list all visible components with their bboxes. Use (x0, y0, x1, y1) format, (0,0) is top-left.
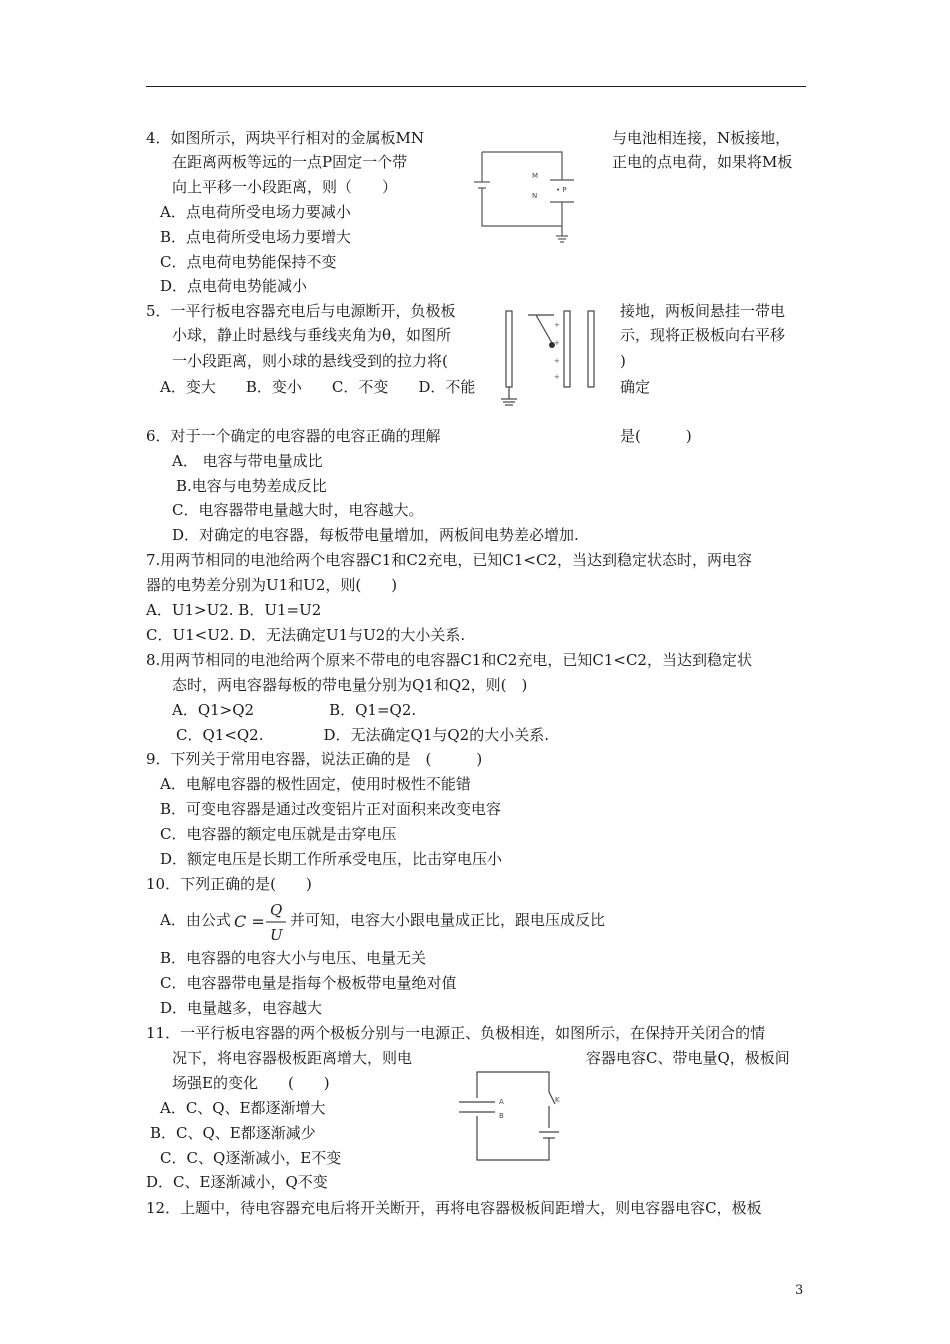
q10-option-a-post: 并可知，电容大小跟电量成正比，跟电压成反比 (290, 911, 606, 929)
q11-circuit-figure (445, 1064, 570, 1166)
q4-option-a: A．点电荷所受电场力要减小 (160, 203, 351, 221)
q6-option-c: C．电容器带电量越大时，电容越大。 (172, 501, 424, 519)
q11-option-d: D．C、E逐渐减小，Q不变 (146, 1173, 328, 1191)
q4-line2-cont: 正电的点电荷，如果将M板 (612, 153, 793, 171)
q6-option-b: B.电容与电势差成反比 (176, 477, 327, 495)
q11-line2-cont: 容器电容C、带电量Q，极板间 (586, 1049, 790, 1067)
q4-line3: 向上平移一小段距离，则（ ） (172, 178, 398, 196)
q5-options-cont: 确定 (620, 378, 651, 396)
q5-line1-cont: 接地，两板间悬挂一带电 (620, 302, 786, 320)
svg-text:+: + (554, 373, 560, 381)
q6-line1: 6．对于一个确定的电容器的电容正确的理解 (146, 427, 441, 445)
q11-option-a: A．C、Q、E都逐渐增大 (160, 1099, 326, 1117)
q10-formula-lhs: C = (234, 912, 265, 931)
q10-option-c: C．电容器带电量是指每个极板带电量绝对值 (160, 974, 457, 992)
q10-option-b: B．电容器的电容大小与电压、电量无关 (160, 949, 427, 967)
q8-line2: 态时，两电容器每板的带电量分别为Q1和Q2，则( ) (172, 676, 528, 694)
q9-option-b: B．可变电容器是通过改变铝片正对面积来改变电容 (160, 800, 502, 818)
q11-line1: 11．一平行板电容器的两个极板分别与一电源正、负极相连，如图所示，在保持开关闭合的情 (146, 1024, 766, 1042)
q7-line1: 7.用两节相同的电池给两个电容器C1和C2充电，已知C1<C2，当达到稳定状态时，两电容 (146, 551, 752, 569)
q5-line1: 5．一平行板电容器充电后与电源断开，负极板 (146, 302, 456, 320)
q8-options-ab: A．Q1>Q2 B．Q1=Q2. (172, 701, 417, 719)
q6-option-a: A． 电容与带电量成比 (172, 452, 323, 470)
q4-fig-label-n: N (532, 192, 538, 200)
q5-line2: 小球，静止时悬线与垂线夹角为θ，如图所 (172, 326, 452, 344)
q4-option-c: C．点电荷电势能保持不变 (160, 253, 337, 271)
q11-line3: 场强E的变化 ( ) (172, 1074, 330, 1092)
q11-line2: 况下，将电容器极板距离增大，则电 (172, 1049, 413, 1067)
q4-line1-cont: 与电池相连接，N板接地， (612, 129, 791, 147)
q11-option-c: C．C、Q逐渐减小，E不变 (160, 1149, 342, 1167)
svg-text:+: + (554, 357, 560, 365)
q12-line1: 12．上题中，待电容器充电后将开关断开，再将电容器极板间距增大，则电容器电容C，极板 (146, 1199, 762, 1217)
q8-line1: 8.用两节相同的电池给两个原来不带电的电容器C1和C2充电，已知C1<C2，当达到稳定状 (146, 651, 752, 669)
q6-line1-cont: 是( ) (620, 427, 692, 445)
q5-line3-cont: ) (620, 352, 626, 370)
q10-formula-denominator: U (270, 926, 283, 944)
q4-option-d: D．点电荷电势能减小 (160, 277, 308, 295)
q7-options-ab: A．U1>U2. B．U1=U2 (146, 601, 322, 619)
q4-fig-label-m: M (532, 172, 539, 180)
q4-line1: 4．如图所示，两块平行相对的金属板MN (146, 129, 425, 147)
header-rule (146, 86, 806, 87)
q10-capacitance-formula (232, 898, 290, 946)
q10-option-a-pre: A．由公式 (160, 911, 231, 929)
q5-options: A．变大 B．变小 C．不变 D．不能 (160, 378, 476, 396)
q9-option-c: C．电容器的额定电压就是击穿电压 (160, 825, 397, 843)
page-number: 3 (795, 1283, 804, 1298)
q9-option-d: D．额定电压是长期工作所承受电压，比击穿电压小 (160, 850, 503, 868)
q7-options-cd: C．U1<U2. D．无法确定U1与U2的大小关系. (146, 626, 466, 644)
q9-line1: 9．下列关于常用电容器，说法正确的是 ( ) (146, 750, 483, 768)
q10-line1: 10．下列正确的是( ) (146, 875, 312, 893)
q6-option-d: D．对确定的电容器，每板带电量增加，两板间电势差必增加. (172, 526, 579, 544)
q11-option-b: B．C、Q、E都逐渐减少 (150, 1124, 316, 1142)
q4-fig-label-p: • P (556, 186, 567, 194)
q11-fig-label-a: A (499, 1098, 504, 1106)
q8-options-cd: C．Q1<Q2. D．无法确定Q1与Q2的大小关系. (176, 726, 549, 744)
q5-line2-cont: 示，现将正极板向右平移 (620, 326, 786, 344)
svg-text:+: + (554, 339, 560, 347)
q4-circuit-figure (470, 140, 595, 248)
q5-line3: 一小段距离，则小球的悬线受到的拉力将( (172, 352, 448, 370)
q11-fig-label-k: K (555, 1096, 560, 1104)
q10-option-d: D．电量越多，电容越大 (160, 999, 323, 1017)
q11-fig-label-b: B (499, 1112, 504, 1120)
svg-text:+: + (554, 321, 560, 329)
q10-formula-numerator: Q (270, 901, 283, 919)
q9-option-a: A．电解电容器的极性固定，使用时极性不能错 (160, 775, 471, 793)
q5-pendulum-figure (488, 305, 610, 413)
q4-line2: 在距离两板等远的一点P固定一个带 (172, 153, 408, 171)
q7-line2: 器的电势差分别为U1和U2，则( ) (146, 576, 398, 594)
q4-option-b: B．点电荷所受电场力要增大 (160, 228, 352, 246)
